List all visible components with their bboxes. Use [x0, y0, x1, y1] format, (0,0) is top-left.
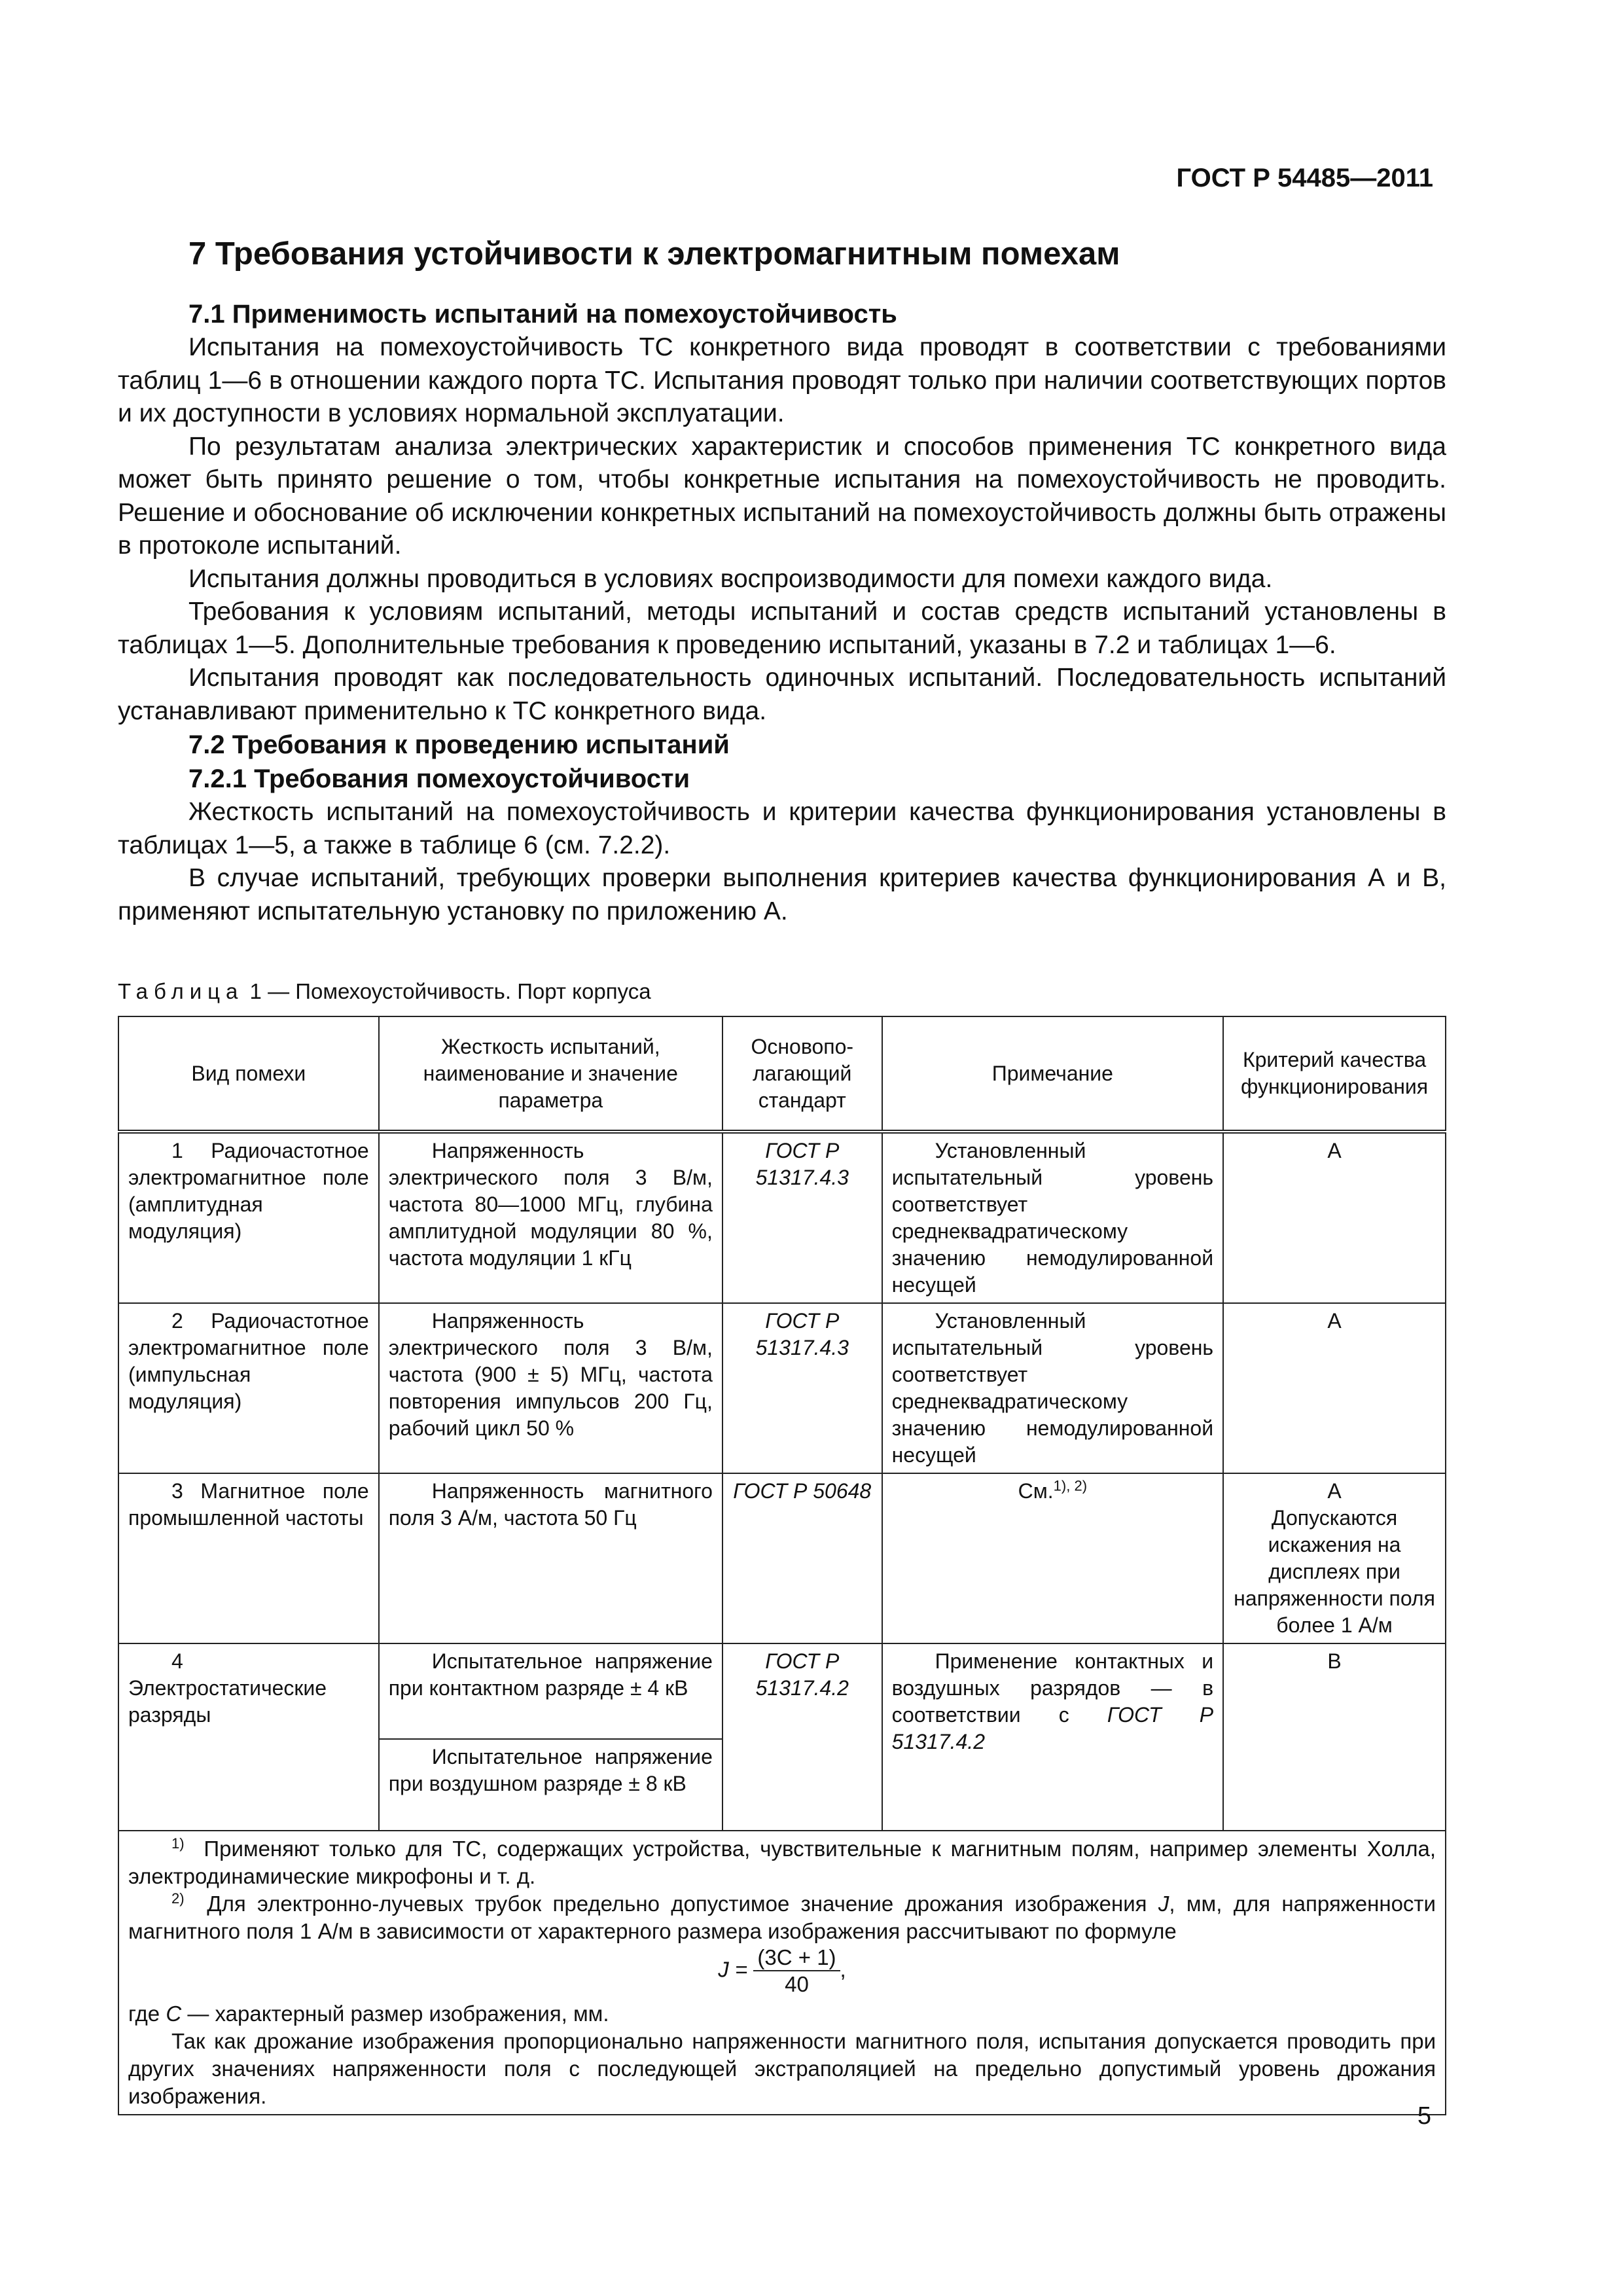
- section-content: [118, 236, 1446, 928]
- cell-severity: Напряженность электрического поля 3 В/м, частота (900 ± 5) МГц, частота повторения импульсов 200 Гц, рабочий цикл 50 %: [379, 1303, 722, 1473]
- cell-note: Установленный испытательный уровень соответствует среднеквадратическому значению немодулированной несущей: [882, 1132, 1223, 1303]
- cell-standard: ГОСТ Р 51317.4.2: [722, 1643, 882, 1831]
- cell-disturbance: 2 Радиочастотное электромагнитное поле (импульсная модуляция): [118, 1303, 379, 1473]
- cell-standard: ГОСТ Р 50648: [722, 1473, 882, 1643]
- col-header-severity: Жесткость испытаний, наименование и значение параметра: [379, 1016, 722, 1132]
- where-text: — характерный размер изображения, мм.: [181, 2001, 609, 2026]
- cell-disturbance: 4 Электростатические разряды: [118, 1643, 379, 1831]
- paragraph: Жесткость испытаний на помехоустойчивость и критерии качества функционирования установлены в таблицах 1—5, а также в таблице 6 (см. 7.2.2).: [118, 798, 1446, 859]
- note-standard-ref: ГОСТ Р 51317.4.2: [891, 1703, 1214, 1753]
- footnote-text: Для электронно-лучевых трубок предельно допустимое значение дрожания изображения: [207, 1892, 1158, 1916]
- cell-note: Установленный испытательный уровень соответствует среднеквадратическому значению немодулированной несущей: [882, 1303, 1223, 1473]
- table-row: [118, 1132, 1446, 1303]
- footnote-text: Применяют только для ТС, содержащих устройства, чувствительные к магнитным полям, например элементы Холла, электродинамические микрофоны и т. д.: [128, 1837, 1436, 1888]
- table-notes-row: [118, 1831, 1446, 2115]
- page-number: 5: [1417, 2102, 1431, 2130]
- footnote-text: , мм, для напряженности магнитного поля 1 А/м в зависимости от характерного размера изображения рассчитывают по формуле: [128, 1892, 1436, 1943]
- table-caption-text: 1 — Помехоустойчивость. Порт корпуса: [243, 979, 651, 1003]
- col-header-criterion: Критерий качества функционирования: [1223, 1016, 1446, 1132]
- footnote-1: [128, 1835, 1436, 1890]
- cell-disturbance: 1 Радиочастотное электромагнитное поле (амплитудная модуляция): [118, 1132, 379, 1303]
- paragraph: Испытания проводят как последовательность одиночных испытаний. Последовательность испытаний устанавливают применительно к ТС конкретного вида.: [118, 664, 1446, 725]
- paragraph: Испытания на помехоустойчивость ТС конкретного вида проводят в соответствии с требованиями таблиц 1—6 в отношении каждого порта ТС. Испытания проводят только при наличии соответствующих портов и их доступности в условиях нормальной эксплуатации.: [118, 333, 1446, 427]
- note-text: Применение контактных и воздушных разрядов — в соответствии с: [891, 1649, 1214, 1727]
- formula-denominator: 40: [785, 1972, 809, 1996]
- formula-numerator: (3C + 1): [753, 1945, 840, 1971]
- subsection-7-1-title: 7.1 Применимость испытаний на помехоустойчивость: [188, 300, 897, 329]
- footnote-2: [128, 1890, 1436, 1945]
- table-row: [118, 1303, 1446, 1473]
- note-see-prefix: См.: [1018, 1479, 1054, 1503]
- immunity-table: [118, 1016, 1446, 2115]
- section-7-title: 7 Требования устойчивости к электромагнитным помехам: [188, 236, 1120, 272]
- footnote-extrapolation: Так как дрожание изображения пропорционально напряженности магнитного поля, испытания допускается проводить при других значениях напряженности поля с последующей экстраполяцией на предельно допустимый уровень дрожания изображения.: [128, 2029, 1436, 2108]
- criterion-extra: Допускаются искажения на дисплеях при напряженности поля более 1 А/м: [1234, 1506, 1435, 1637]
- cell-severity: Испытательное напряжение при воздушном разряде ± 8 кВ: [379, 1739, 722, 1831]
- cell-standard: ГОСТ Р 51317.4.3: [722, 1303, 882, 1473]
- note-footnote-refs: 1), 2): [1053, 1477, 1088, 1494]
- col-header-standard: Основопо-лагающий стандарт: [722, 1016, 882, 1132]
- footnote-mark: 2): [171, 1890, 185, 1907]
- subsection-7-2-title: 7.2 Требования к проведению испытаний: [188, 730, 730, 759]
- cell-criterion: А: [1223, 1132, 1446, 1303]
- cell-severity: Напряженность магнитного поля 3 А/м, частота 50 Гц: [379, 1473, 722, 1643]
- cell-note: [882, 1473, 1223, 1643]
- footnote-variable: J: [1158, 1892, 1169, 1916]
- cell-disturbance: 3 Магнитное поле промышленной частоты: [118, 1473, 379, 1643]
- footnote-mark: 1): [171, 1835, 185, 1852]
- where-prefix: где: [128, 2001, 166, 2026]
- table-caption: [118, 979, 651, 1004]
- paragraph: Испытания должны проводиться в условиях воспроизводимости для помехи каждого вида.: [188, 564, 1273, 593]
- cell-severity: Испытательное напряжение при контактном разряде ± 4 кВ: [379, 1643, 722, 1739]
- col-header-disturbance: Вид помехи: [118, 1016, 379, 1132]
- table-caption-word: Таблица: [118, 979, 244, 1003]
- cell-standard: ГОСТ Р 51317.4.3: [722, 1132, 882, 1303]
- cell-note: [882, 1643, 1223, 1831]
- cell-criterion: [1223, 1473, 1446, 1643]
- subsection-7-2-1-title: 7.2.1 Требования помехоустойчивости: [188, 764, 690, 793]
- formula-where: [128, 2000, 1436, 2028]
- formula-lhs: J =: [718, 1957, 748, 1982]
- paragraph: Требования к условиям испытаний, методы испытаний и состав средств испытаний установлены в таблицах 1—5. Дополнительные требования к проведению испытаний, указаны в 7.2 и таблицах 1—6.: [118, 598, 1446, 659]
- table-row: [118, 1643, 1446, 1739]
- jitter-formula: [128, 1945, 1436, 2000]
- table-row: [118, 1473, 1446, 1643]
- document-header: ГОСТ Р 54485—2011: [1176, 164, 1433, 192]
- cell-criterion: В: [1223, 1643, 1446, 1831]
- where-variable: C: [166, 2001, 182, 2026]
- formula-tail: ,: [840, 1957, 846, 1982]
- cell-criterion: А: [1223, 1303, 1446, 1473]
- paragraph: В случае испытаний, требующих проверки выполнения критериев качества функционирования А и В, применяют испытательную установку по приложению А.: [118, 864, 1446, 925]
- paragraph: По результатам анализа электрических характеристик и способов применения ТС конкретного вида может быть принято решение о том, чтобы конкретные испытания на помехоустойчивость не проводить. Решение и обоснование об исключении конкретных испытаний на помехоустойчивость должны быть отражены в протоколе испытаний.: [118, 432, 1446, 560]
- criterion-value: А: [1327, 1479, 1342, 1503]
- table-header-row: [118, 1016, 1446, 1132]
- table-notes: [118, 1831, 1446, 2115]
- formula-fraction: [753, 1945, 840, 1998]
- col-header-note: Примечание: [882, 1016, 1223, 1132]
- cell-severity: Напряженность электрического поля 3 В/м, частота 80—1000 МГц, глубина амплитудной модуляции 80 %, частота модуляции 1 кГц: [379, 1132, 722, 1303]
